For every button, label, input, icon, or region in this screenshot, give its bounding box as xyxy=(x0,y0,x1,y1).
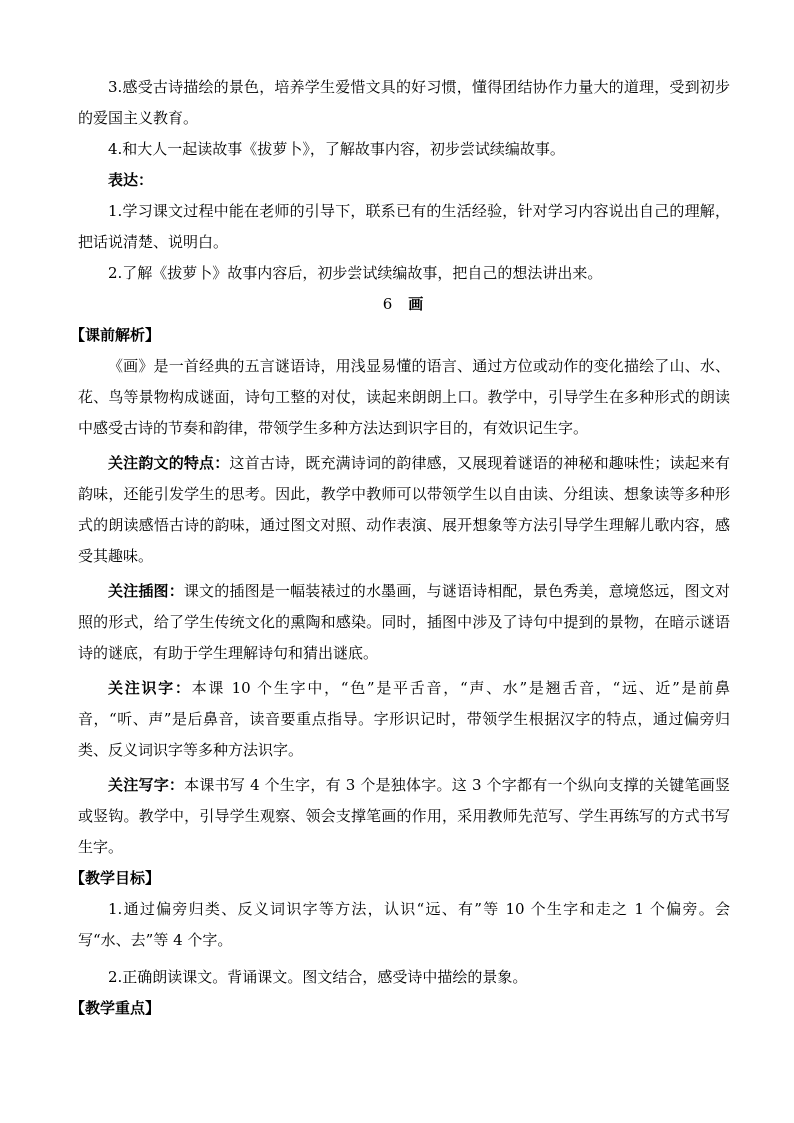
lesson-number: 6 xyxy=(382,295,395,313)
illustration-text: 课文的插图是一幅装裱过的水墨画，与谜语诗相配，景色秀美，意境悠远，图文对照的形式，给了学生传统文化的熏陶和感染。同时，插图中涉及了诗句中提到的景物，在暗示谜语诗的谜底，有助于学生理解诗句和猜出谜底。 xyxy=(78,582,730,662)
illustration-label: 关注插图： xyxy=(108,582,184,600)
expression-heading: 表达： xyxy=(108,171,154,189)
document-page xyxy=(70,72,730,1024)
analysis-literacy-paragraph xyxy=(78,673,730,766)
writing-label: 关注写字： xyxy=(108,776,185,794)
objective-item-2: 2.正确朗读课文。背诵课文。图文结合，感受诗中描绘的景象。 xyxy=(108,968,528,986)
objectives-heading: 【教学目标】 xyxy=(70,869,161,887)
analysis-intro: 《画》是一首经典的五言谜语诗，用浅显易懂的语言、通过方位或动作的变化描绘了山、水、花、鸟等景物构成谜面，诗句工整的对仗，读起来朗朗上口。教学中，引导学生在多种形式的朗读中感受古诗的节奏和韵律，带领学生多种方法达到识字目的，有效识记生字。 xyxy=(78,357,730,437)
goal-item-3: 3.感受古诗描绘的景色，培养学生爱惜文具的好习惯，懂得团结协作力量大的道理，受到初步的爱国主义教育。 xyxy=(78,78,730,127)
key-points-heading: 【教学重点】 xyxy=(70,999,161,1017)
expression-item-1: 1.学习课文过程中能在老师的引导下，联系已有的生活经验，针对学习内容说出自己的理解，把话说清楚、说明白。 xyxy=(78,202,730,251)
rhyme-text: 这首古诗，既充满诗词的韵律感，又展现着谜语的神秘和趣味性；读起来有韵味，还能引发学生的思考。因此，教学中教师可以带领学生以自由读、分组读、想象读等多种形式的朗读感悟古诗的韵味，通过图文对照、动作表演、展开想象等方法引导学生理解儿歌内容，感受其趣味。 xyxy=(78,454,730,565)
lesson-title xyxy=(78,289,730,320)
literacy-label: 关注识字： xyxy=(108,679,192,697)
rhyme-label: 关注韵文的特点： xyxy=(108,454,230,472)
expression-item-2: 2.了解《拔萝卜》故事内容后，初步尝试续编故事，把自己的想法讲出来。 xyxy=(108,264,603,282)
lesson-name: 画 xyxy=(408,295,426,313)
analysis-heading: 【课前解析】 xyxy=(70,326,161,344)
analysis-rhyme-paragraph xyxy=(78,448,730,572)
analysis-writing-paragraph xyxy=(78,770,730,863)
goal-item-4: 4.和大人一起读故事《拔萝卜》，了解故事内容，初步尝试续编故事。 xyxy=(108,140,565,158)
writing-text: 本课书写 4 个生字，有 3 个是独体字。这 3 个字都有一个纵向支撑的关键笔画竖或竖钩。教学中，引导学生观察、领会支撑笔画的作用，采用教师先范写、学生再练写的方式书写生字。 xyxy=(78,776,730,856)
literacy-text: 本课 10 个生字中，“色”是平舌音，“声、水”是翘舌音，“远、近”是前鼻音，“听、声”是后鼻音，读音要重点指导。字形识记时，带领学生根据汉字的特点，通过偏旁归类、反义词识字等多种方法识字。 xyxy=(78,679,730,759)
objective-item-1: 1.通过偏旁归类、反义词识字等方法，认识“远、有”等 10 个生字和走之 1 个偏旁。会写“水、去”等 4 个字。 xyxy=(78,900,730,949)
analysis-illustration-paragraph xyxy=(78,576,730,669)
